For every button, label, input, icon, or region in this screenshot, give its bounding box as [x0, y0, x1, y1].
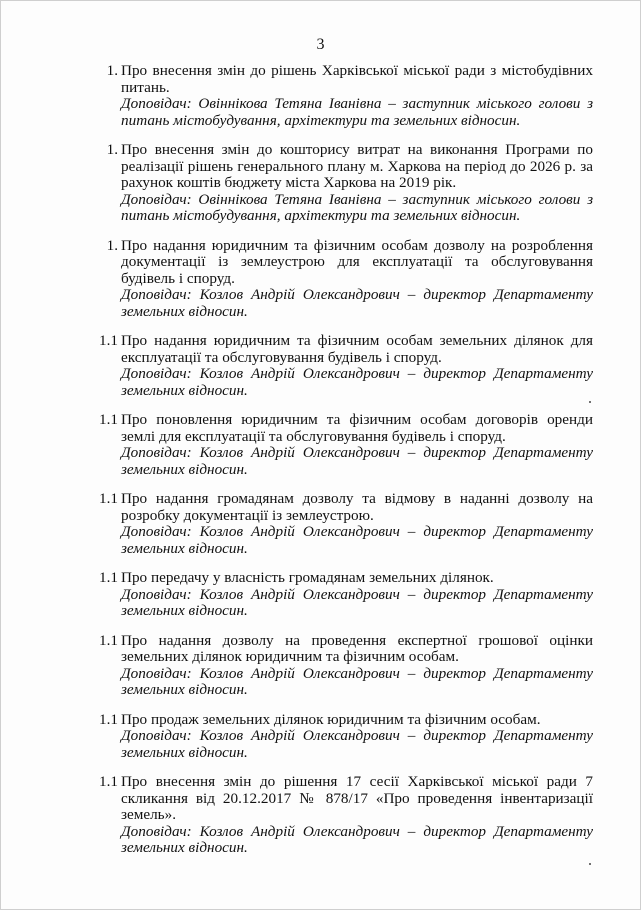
reporter-label: Доповідач: [121, 727, 192, 744]
reporter-label: Доповідач: [121, 585, 192, 603]
reporter-name: Козлов Андрій Олександрович – директор Департаменту земельних відносин. [121, 585, 593, 619]
agenda-item [1, 333, 593, 399]
item-title: Про надання громадянам дозволу та відмову в наданні дозволу на розробку документації із землеустрою. [121, 490, 593, 524]
item-reporter [121, 728, 593, 761]
reporter-name: Козлов Андрій Олександрович – директор Департаменту земельних відносин. [121, 365, 593, 399]
reporter-name: Овіннікова Тетяна Іванівна – заступник міського голови з питань містобудування, архітектури та земельних відносин. [121, 95, 594, 129]
agenda-item [1, 712, 593, 762]
reporter-name: Козлов Андрій Олександрович – директор Департаменту земельних відносин. [121, 664, 593, 698]
item-title: Про продаж земельних ділянок юридичним та фізичним особам. [121, 710, 541, 728]
reporter-name: Козлов Андрій Олександрович – директор Департаменту земельних відносин. [121, 523, 593, 557]
item-reporter [121, 666, 593, 699]
reporter-name: Козлов Андрій Олександрович – директор Департаменту земельних відносин. [121, 822, 593, 856]
item-number: 1.1 [99, 490, 118, 507]
item-number: 1.1 [99, 710, 118, 728]
item-title: Про надання юридичним та фізичним особам земельних ділянок для експлуатації та обслуговування будівель і споруд. [121, 332, 593, 366]
reporter-label: Доповідач: [121, 190, 192, 208]
item-reporter [121, 824, 593, 857]
agenda-item [1, 238, 593, 321]
reporter-label: Доповідач: [121, 523, 192, 540]
reporter-name: Овіннікова Тетяна Іванівна – заступник міського голови з питань містобудування, архітектури та земельних відносин. [121, 190, 594, 224]
agenda-item [1, 774, 593, 857]
agenda-item [1, 570, 593, 620]
item-number: 1.1 [99, 631, 118, 649]
reporter-label: Доповідач: [121, 95, 192, 112]
item-title: Про внесення змін до кошторису витрат на виконання Програми по реалізації рішень генерального плану м. Харкова на період до 2026 р. за рахунок коштів бюджету міста Харкова на 2019 рік. [121, 141, 593, 191]
item-reporter [121, 524, 593, 557]
reporter-label: Доповідач: [121, 286, 192, 303]
item-title: Про надання юридичним та фізичним особам дозволу на розроблення документації із землеустрою для експлуатації та обслуговування будівель і споруд. [121, 236, 593, 287]
scan-speck [589, 863, 591, 865]
item-title: Про внесення змін до рішень Харківської міської ради з містобудівних питань. [121, 62, 593, 96]
agenda-item [1, 63, 593, 129]
item-number: 1.1 [99, 569, 118, 586]
agenda-item [1, 142, 593, 225]
agenda-item [1, 633, 593, 699]
agenda-item [1, 491, 593, 557]
item-reporter [121, 96, 593, 129]
scan-speck [589, 401, 591, 403]
item-title: Про надання дозволу на проведення експертної грошової оцінки земельних ділянок юридичним та фізичним особам. [121, 631, 593, 665]
reporter-name: Козлов Андрій Олександрович – директор Департаменту земельних відносин. [121, 444, 593, 478]
item-reporter [121, 366, 593, 399]
item-number: 1.1 [99, 332, 118, 349]
reporter-name: Козлов Андрій Олександрович – директор Департаменту земельних відносин. [121, 727, 593, 761]
item-number: 1.1 [99, 411, 118, 428]
agenda-item [1, 412, 593, 478]
item-reporter [121, 287, 593, 320]
item-number: 1. [106, 236, 118, 254]
item-number: 1. [106, 62, 118, 79]
reporter-label: Доповідач: [121, 444, 192, 461]
reporter-name: Козлов Андрій Олександрович – директор Департаменту земельних відносин. [121, 286, 593, 320]
item-title: Про передачу у власність громадянам земельних ділянок. [121, 569, 494, 586]
item-number: 1.1 [99, 773, 118, 790]
agenda-list [1, 63, 640, 870]
item-number: 1. [106, 141, 118, 158]
page-number: 3 [316, 36, 325, 53]
reporter-label: Доповідач: [121, 664, 192, 682]
item-title: Про поновлення юридичним та фізичним особам договорів оренди землі для експлуатації та обслуговування будівель і споруд. [121, 411, 593, 445]
item-reporter [121, 445, 593, 478]
item-title: Про внесення змін до рішення 17 сесії Харківської міської ради 7 скликання від 20.12.2017 № 878/17 «Про проведення інвентаризації земель». [121, 773, 593, 823]
reporter-label: Доповідач: [121, 822, 192, 840]
item-reporter [121, 192, 593, 225]
reporter-label: Доповідач: [121, 365, 192, 382]
item-reporter [121, 587, 593, 620]
